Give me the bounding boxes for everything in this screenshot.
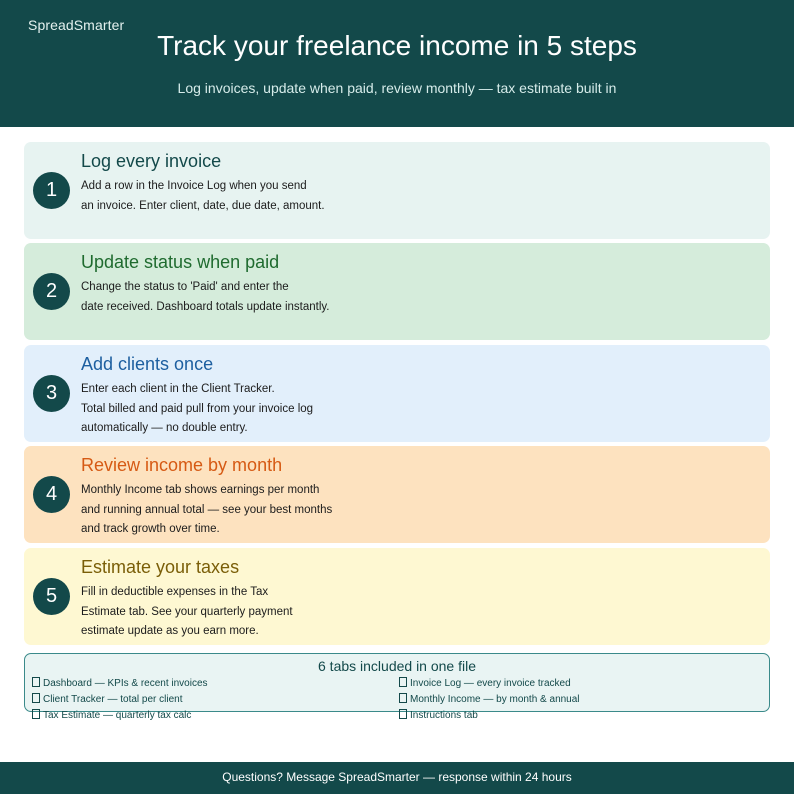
step-number-badge: 1 — [33, 172, 70, 209]
step-card-4 — [24, 446, 770, 543]
step-number-badge: 3 — [33, 375, 70, 412]
step-description — [81, 278, 351, 317]
step-description-line: Add a row in the Invoice Log when you send — [81, 180, 307, 192]
step-card-1 — [24, 142, 770, 239]
step-title: Review income by month — [81, 455, 283, 475]
page-title: Track your freelance income in 5 steps — [157, 30, 637, 61]
step-description-line: an invoice. Enter client, date, due date, amount. — [81, 199, 325, 212]
checkbox-icon — [399, 677, 407, 687]
step-title: Update status when paid — [81, 252, 280, 272]
brand-name: SpreadSmarter — [28, 17, 125, 33]
tab-list-item: Client Tracker — total per client — [32, 693, 183, 705]
step-title: Log every invoice — [81, 151, 222, 171]
header-banner — [0, 0, 794, 127]
included-tabs-box — [24, 653, 770, 721]
step-description — [81, 481, 351, 540]
checkbox-icon — [32, 709, 40, 719]
step-description — [81, 583, 351, 642]
step-title: Add clients once — [81, 354, 214, 374]
step-description — [81, 380, 351, 439]
step-description-line: Fill in deductible expenses in the Tax — [81, 586, 269, 598]
checkbox-icon — [399, 709, 407, 719]
step-description-line: Change the status to 'Paid' and enter the — [81, 281, 289, 293]
page-subtitle: Log invoices, update when paid, review monthly — tax estimate built in — [177, 80, 617, 96]
step-description-line: Monthly Income tab shows earnings per month — [81, 484, 320, 496]
checkbox-icon — [399, 693, 407, 703]
step-card-3 — [24, 345, 770, 442]
tab-list-item: Monthly Income — by month & annual — [399, 693, 580, 705]
checkbox-icon — [32, 693, 40, 703]
step-number-badge: 4 — [33, 476, 70, 513]
step-description-line: date received. Dashboard totals update instantly. — [81, 300, 330, 313]
tab-list-item: Instructions tab — [399, 709, 478, 721]
step-description-line: and running annual total — see your best months — [81, 503, 333, 516]
step-description-line: automatically — no double entry. — [81, 422, 248, 434]
checkbox-icon — [32, 677, 40, 687]
step-description-line: Estimate tab. See your quarterly payment — [81, 605, 293, 618]
tab-list-item: Dashboard — KPIs & recent invoices — [32, 677, 208, 689]
included-tabs-title: 6 tabs included in one file — [318, 658, 476, 674]
tab-list-item: Invoice Log — every invoice tracked — [399, 677, 571, 689]
tab-list-item: Tax Estimate — quarterly tax calc — [32, 709, 191, 721]
step-description-line: Total billed and paid pull from your invoice log — [81, 402, 314, 415]
step-title: Estimate your taxes — [81, 557, 240, 577]
step-description-line: Enter each client in the Client Tracker. — [81, 383, 275, 395]
footer-text: Questions? Message SpreadSmarter — response within 24 hours — [222, 770, 572, 784]
step-description-line: and track growth over time. — [81, 523, 220, 535]
step-card-2 — [24, 243, 770, 340]
step-number-badge: 2 — [33, 273, 70, 310]
step-description-line: estimate update as you earn more. — [81, 625, 259, 637]
step-description — [81, 177, 351, 216]
step-card-5 — [24, 548, 770, 645]
footer-banner — [0, 762, 794, 794]
step-number-badge: 5 — [33, 578, 70, 615]
